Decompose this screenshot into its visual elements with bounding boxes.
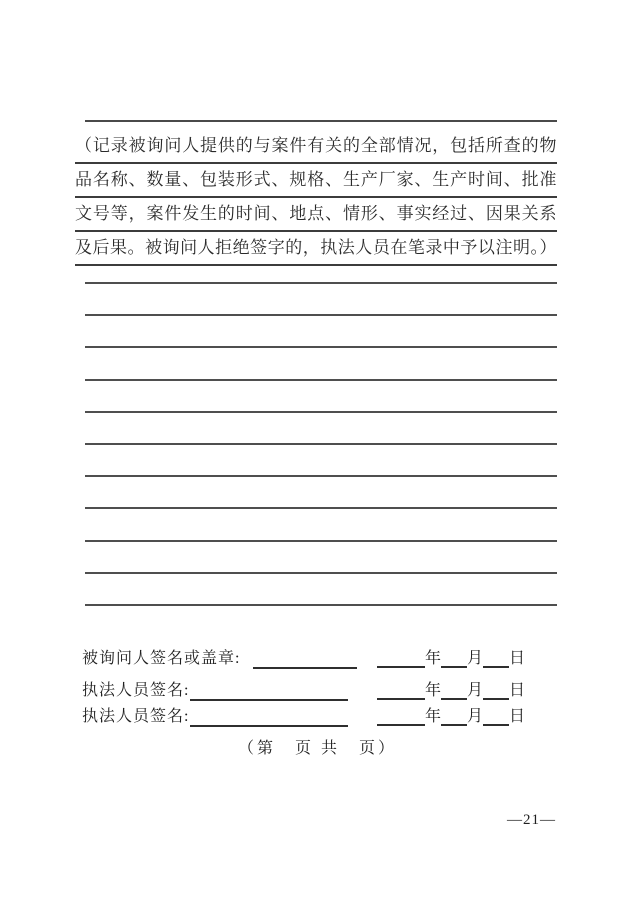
day-blank [483, 698, 509, 700]
ruled-line [85, 604, 557, 606]
month-blank [441, 698, 467, 700]
ruled-line [85, 282, 557, 284]
interviewee-signature-blank [253, 667, 357, 669]
signature-row-officer-2 [82, 704, 556, 730]
instructions-line-1: （记录被询问人提供的与案件有关的全部情况，包括所查的物 [75, 130, 557, 164]
page-number: —21— [507, 812, 556, 828]
day-label: 日 [509, 708, 526, 725]
ruled-line [85, 507, 557, 509]
day-blank [483, 666, 509, 668]
year-blank [377, 724, 425, 726]
instructions-line-4: 及后果。被询问人拒绝签字的，执法人员在笔录中予以注明。） [75, 232, 557, 266]
ruled-line [85, 379, 557, 381]
month-blank [441, 724, 467, 726]
date-fields [377, 646, 525, 672]
page-count-note: （第 页 共 页） [237, 740, 397, 757]
year-label: 年 [425, 650, 442, 667]
ruled-line [85, 443, 557, 445]
ruled-writing-area [85, 282, 557, 612]
year-label: 年 [425, 682, 442, 699]
interviewee-signature-label: 被询问人签名或盖章: [82, 650, 241, 667]
instructions-line-3: 文号等，案件发生的时间、地点、情形、事实经过、因果关系 [75, 198, 557, 232]
signature-row-interviewee [82, 646, 556, 672]
ruled-line [85, 572, 557, 574]
month-label: 月 [467, 708, 484, 725]
date-fields [377, 678, 525, 704]
month-label: 月 [467, 682, 484, 699]
ruled-line [85, 475, 557, 477]
day-label: 日 [509, 650, 526, 667]
officer-signature-blank [190, 699, 348, 701]
ruled-line [85, 346, 557, 348]
ruled-line [85, 411, 557, 413]
year-blank [377, 666, 425, 668]
ruled-line [85, 314, 557, 316]
officer-signature-label: 执法人员签名: [82, 708, 190, 725]
ruled-line [85, 540, 557, 542]
signature-row-officer-1 [82, 678, 556, 704]
month-blank [441, 666, 467, 668]
year-blank [377, 698, 425, 700]
officer-signature-blank [190, 725, 348, 727]
instructions-paragraph [75, 130, 557, 266]
month-label: 月 [467, 650, 484, 667]
day-label: 日 [509, 682, 526, 699]
instructions-line-2: 品名称、数量、包装形式、规格、生产厂家、生产时间、批准 [75, 164, 557, 198]
top-ruled-line [85, 120, 557, 122]
year-label: 年 [425, 708, 442, 725]
day-blank [483, 724, 509, 726]
officer-signature-label: 执法人员签名: [82, 682, 190, 699]
date-fields [377, 704, 525, 730]
